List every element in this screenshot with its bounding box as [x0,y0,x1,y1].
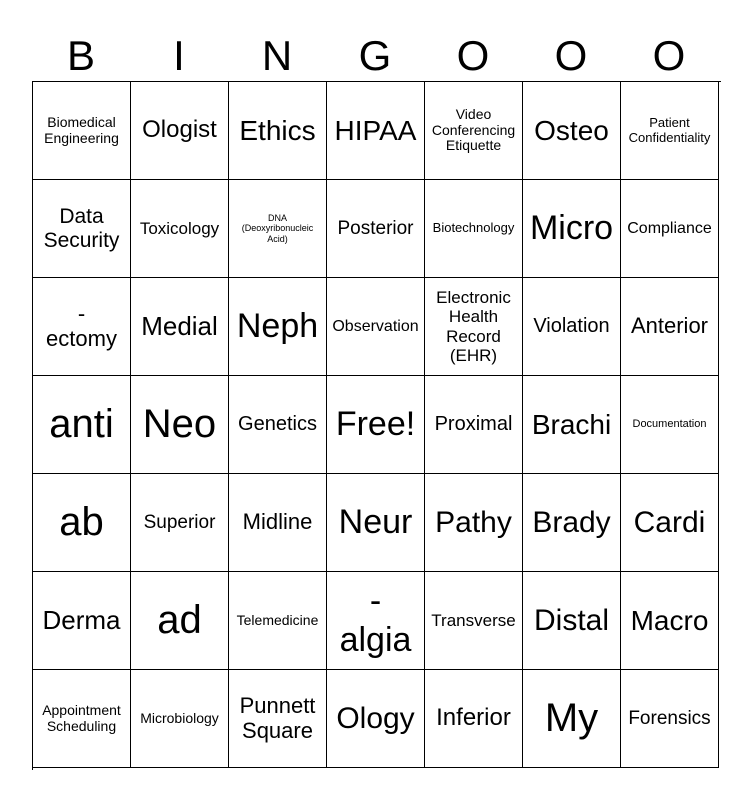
bingo-cell[interactable]: anti [33,376,131,474]
bingo-cell[interactable]: Brachi [523,376,621,474]
bingo-cell[interactable]: Telemedicine [229,572,327,670]
bingo-cell[interactable]: Microbiology [131,670,229,768]
bingo-cell[interactable]: Micro [523,180,621,278]
bingo-cell[interactable]: ad [131,572,229,670]
bingo-cell[interactable]: Distal [523,572,621,670]
bingo-cell[interactable]: My [523,670,621,768]
bingo-cell[interactable]: HIPAA [327,82,425,180]
bingo-cell[interactable]: Proximal [425,376,523,474]
bingo-cell[interactable]: Derma [33,572,131,670]
bingo-cell[interactable]: Biomedical Engineering [33,82,131,180]
bingo-cell[interactable]: Electronic Health Record (EHR) [425,278,523,376]
header-letter-o-3: O [652,32,686,79]
bingo-cell[interactable]: Biotechnology [425,180,523,278]
bingo-cell[interactable]: Compliance [621,180,719,278]
header-letter-g: G [358,32,392,79]
bingo-cell[interactable]: Violation [523,278,621,376]
bingo-cell[interactable]: Data Security [33,180,131,278]
bingo-cell free-space[interactable]: Free! [327,376,425,474]
bingo-cell[interactable]: Punnett Square [229,670,327,768]
bingo-cell[interactable]: Anterior [621,278,719,376]
bingo-cell[interactable]: Neur [327,474,425,572]
bingo-cell[interactable]: Genetics [229,376,327,474]
bingo-cell[interactable]: DNA (Deoxyribonucleic Acid) [229,180,327,278]
bingo-cell[interactable]: Neph [229,278,327,376]
bingo-cell[interactable]: Transverse [425,572,523,670]
bingo-cell[interactable]: Medial [131,278,229,376]
bingo-cell[interactable]: Posterior [327,180,425,278]
bingo-header [32,30,720,82]
header-letter-i: I [173,32,185,79]
bingo-cell[interactable]: Brady [523,474,621,572]
header-letter-n: N [261,32,293,79]
bingo-cell[interactable]: Midline [229,474,327,572]
bingo-cell[interactable]: Forensics [621,670,719,768]
bingo-cell[interactable]: Osteo [523,82,621,180]
bingo-cell[interactable]: Pathy [425,474,523,572]
header-letter-b: B [66,32,95,79]
bingo-cell[interactable]: Documentation [621,376,719,474]
bingo-cell[interactable]: Toxicology [131,180,229,278]
bingo-cell[interactable]: Ology [327,670,425,768]
bingo-cell[interactable]: - algia [327,572,425,670]
bingo-cell[interactable]: Inferior [425,670,523,768]
bingo-cell[interactable]: Video Conferencing Etiquette [425,82,523,180]
bingo-cell[interactable]: Patient Confidentiality [621,82,719,180]
bingo-cell[interactable]: ab [33,474,131,572]
header-letter-o-2: O [554,32,588,79]
bingo-cell[interactable]: Cardi [621,474,719,572]
bingo-cell[interactable]: Appointment Scheduling [33,670,131,768]
bingo-cell[interactable]: Neo [131,376,229,474]
bingo-cell[interactable]: Macro [621,572,719,670]
bingo-board [32,81,721,770]
bingo-cell[interactable]: Superior [131,474,229,572]
bingo-cell[interactable]: - ectomy [33,278,131,376]
bingo-cell[interactable]: Ethics [229,82,327,180]
bingo-cell[interactable]: Observation [327,278,425,376]
bingo-cell[interactable]: Ologist [131,82,229,180]
header-letter-o-1: O [456,32,490,79]
